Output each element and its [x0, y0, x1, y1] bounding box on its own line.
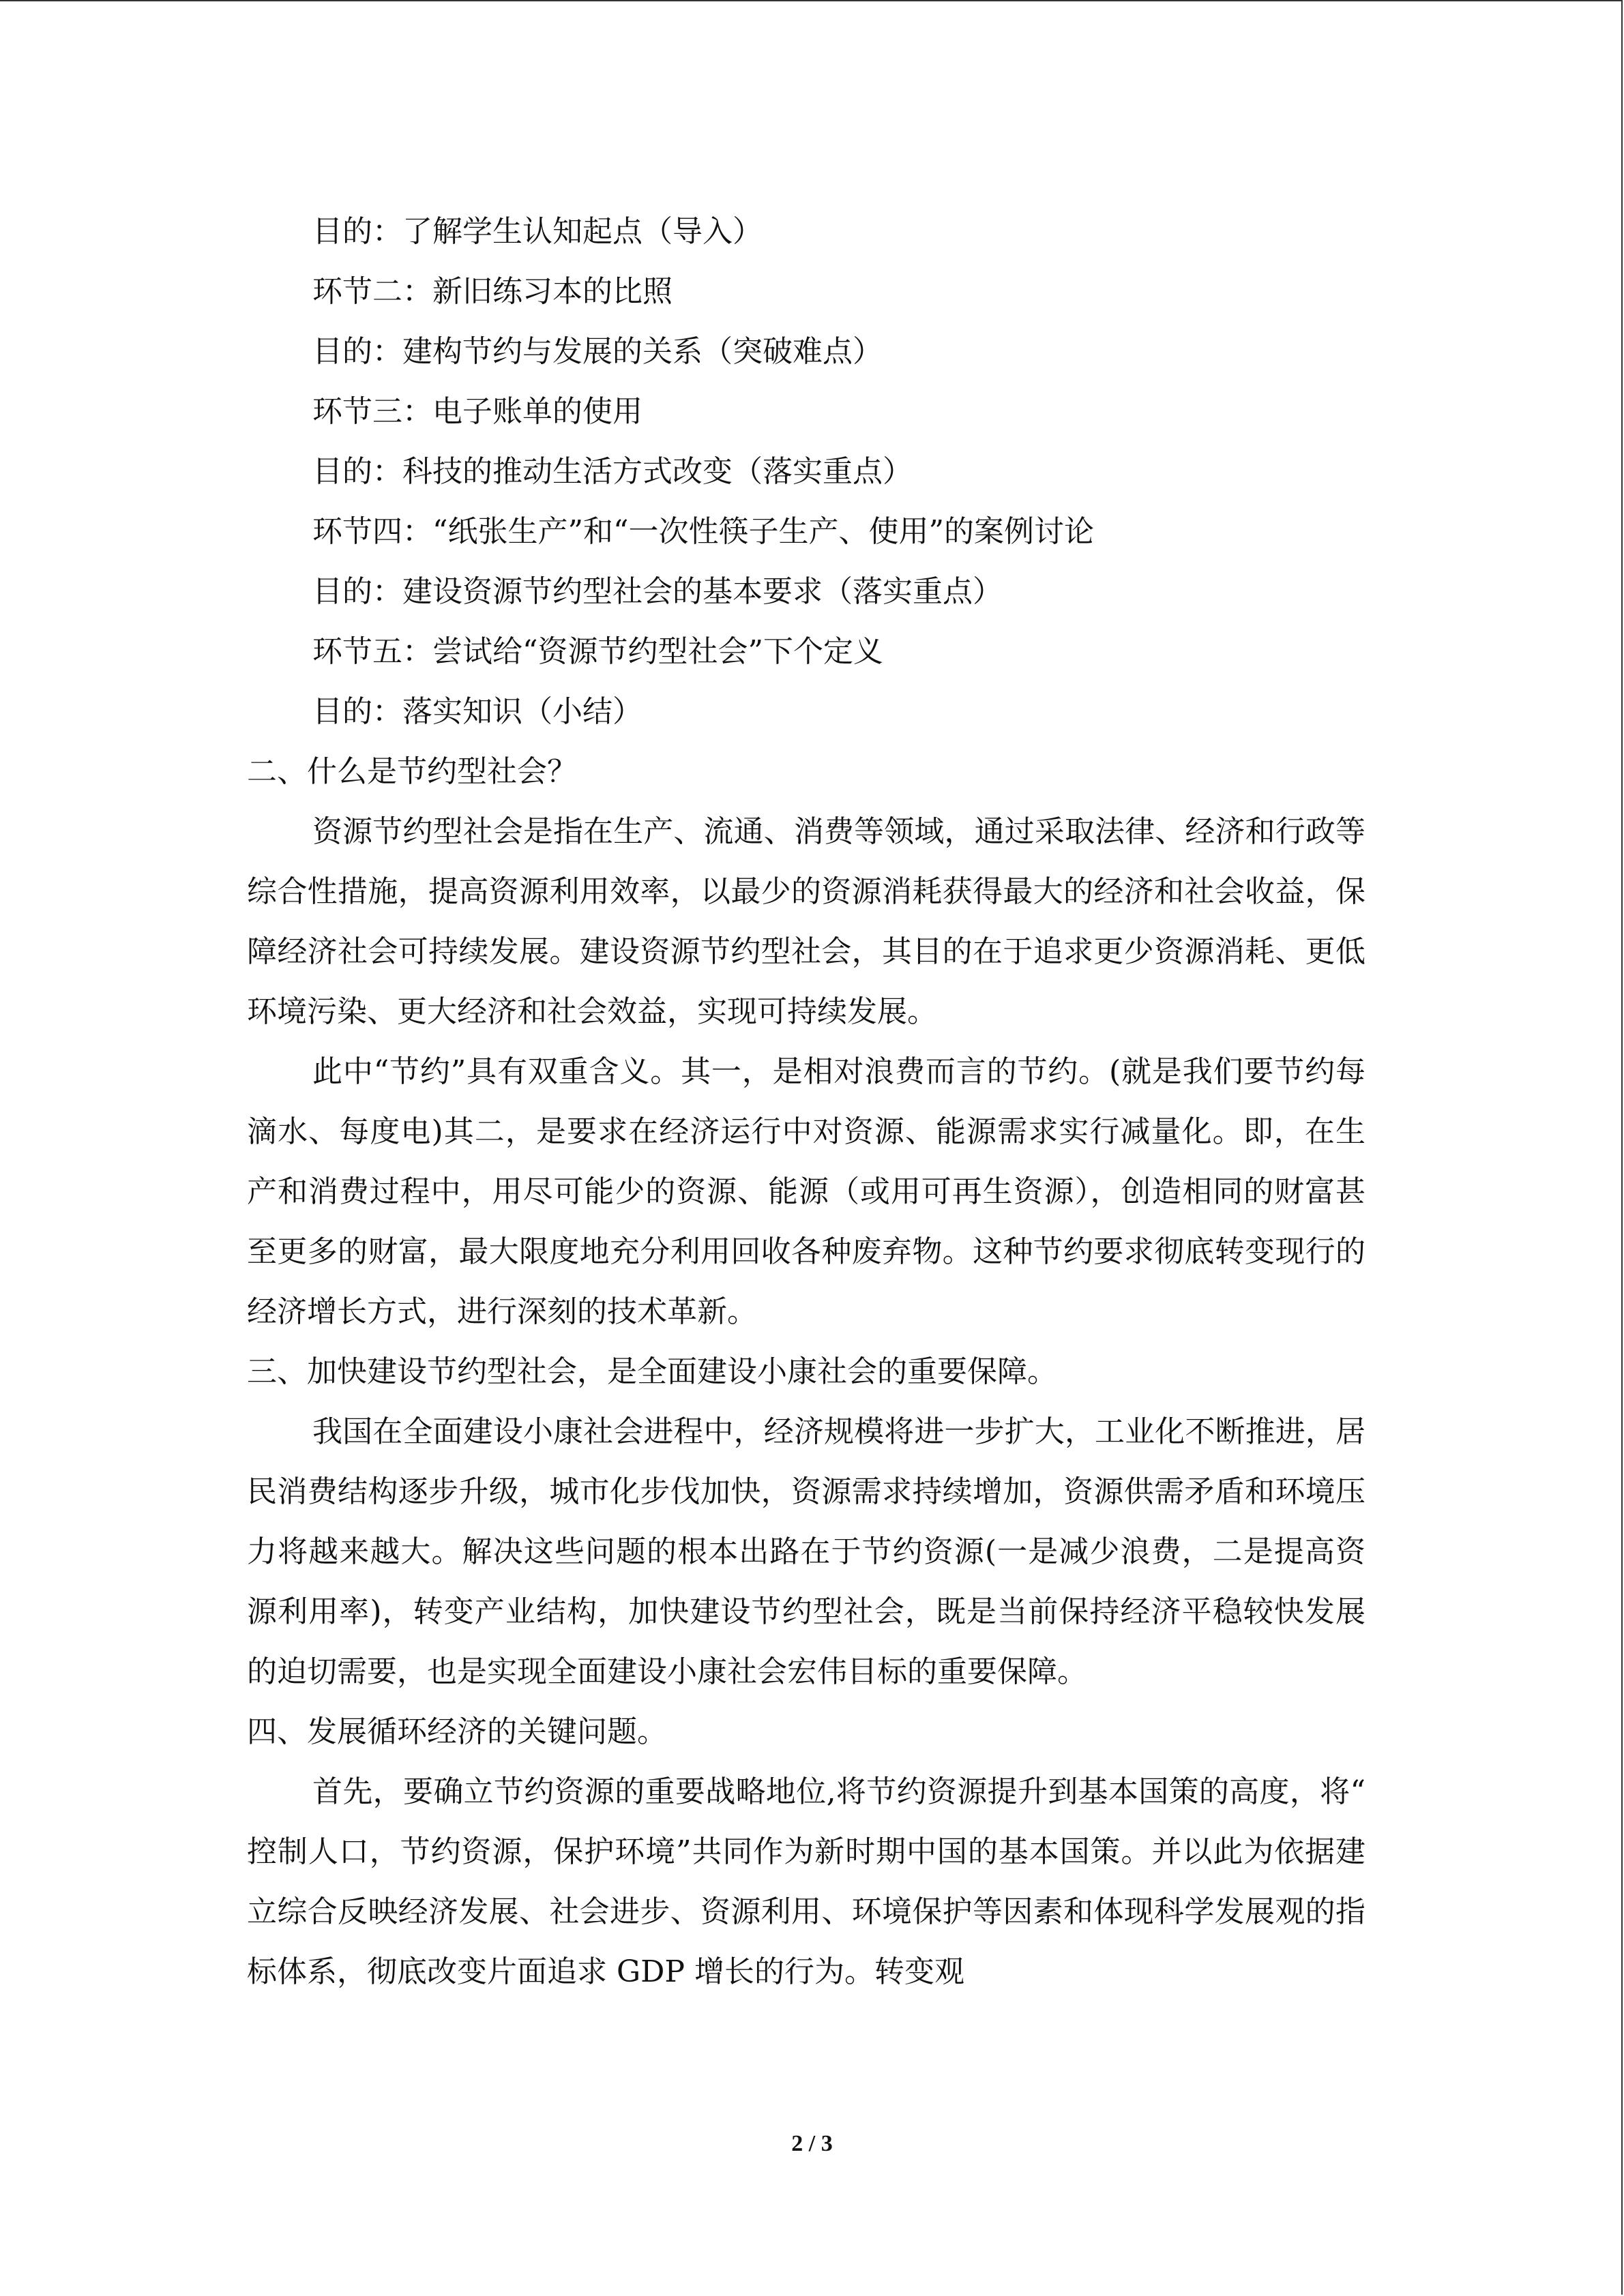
- section-heading-4: 四、发展循环经济的关键问题。: [247, 1714, 667, 1749]
- step-line: 目的：建设资源节约型社会的基本要求（落实重点）: [312, 574, 1003, 609]
- paragraph-definition: 资源节约型社会是指在生产、流通、消费等领域，通过采取法律、经济和行政等综合性措施，提高资源利用效率，以最少的资源消耗获得最大的经济和社会收益，保障经济社会可持续发展。建设资源节约型社会，其目的在于追求更少资源消耗、更低环境污染、更大经济和社会效益，实现可持续发展。: [247, 814, 1365, 1029]
- step-line: 环节五：尝试给“资源节约型社会”下个定义: [312, 634, 883, 669]
- step-line: 目的：了解学生认知起点（导入）: [312, 214, 763, 249]
- step-line: 目的：科技的推动生活方式改变（落实重点）: [312, 454, 913, 489]
- page-number: 2 / 3: [791, 2131, 833, 2156]
- step-line: 环节二：新旧练习本的比照: [312, 274, 673, 309]
- paragraph-circular-economy: 首先，要确立节约资源的重要战略地位,将节约资源提升到基本国策的高度，将“控制人口，节约资源，保护环境”共同作为新时期中国的基本国策。并以此为依据建立综合反映经济发展、社会进步、资源利用、环境保护等因素和体现科学发展观的指标体系，彻底改变片面追求 GDP 增长的行为。转变观: [247, 1774, 1365, 1989]
- step-line: 环节三：电子账单的使用: [312, 394, 643, 429]
- step-line: 目的：建构节约与发展的关系（突破难点）: [312, 334, 883, 369]
- step-line: 目的：落实知识（小结）: [312, 694, 643, 729]
- section-heading-2: 二、什么是节约型社会？: [247, 754, 577, 789]
- document-body: [247, 202, 1365, 2002]
- paragraph-xiaokang: 我国在全面建设小康社会进程中，经济规模将进一步扩大，工业化不断推进，居民消费结构逐步升级，城市化步伐加快，资源需求持续增加，资源供需矛盾和环境压力将越来越大。解决这些问题的根本出路在于节约资源(一是减少浪费，二是提高资源利用率)，转变产业结构，加快建设节约型社会，既是当前保持经济平稳较快发展的迫切需要，也是实现全面建设小康社会宏伟目标的重要保障。: [247, 1414, 1365, 1689]
- step-line: 环节四：“纸张生产”和“一次性筷子生产、使用”的案例讨论: [312, 514, 1094, 549]
- paragraph-double-meaning: 此中“节约”具有双重含义。其一，是相对浪费而言的节约。(就是我们要节约每滴水、每度电)其二，是要求在经济运行中对资源、能源需求实行减量化。即，在生产和消费过程中，用尽可能少的资源、能源（或用可再生资源），创造相同的财富甚至更多的财富，最大限度地充分利用回收各种废弃物。这种节约要求彻底转变现行的经济增长方式，进行深刻的技术革新。: [247, 1054, 1365, 1329]
- section-heading-3: 三、加快建设节约型社会，是全面建设小康社会的重要保障。: [247, 1354, 1057, 1389]
